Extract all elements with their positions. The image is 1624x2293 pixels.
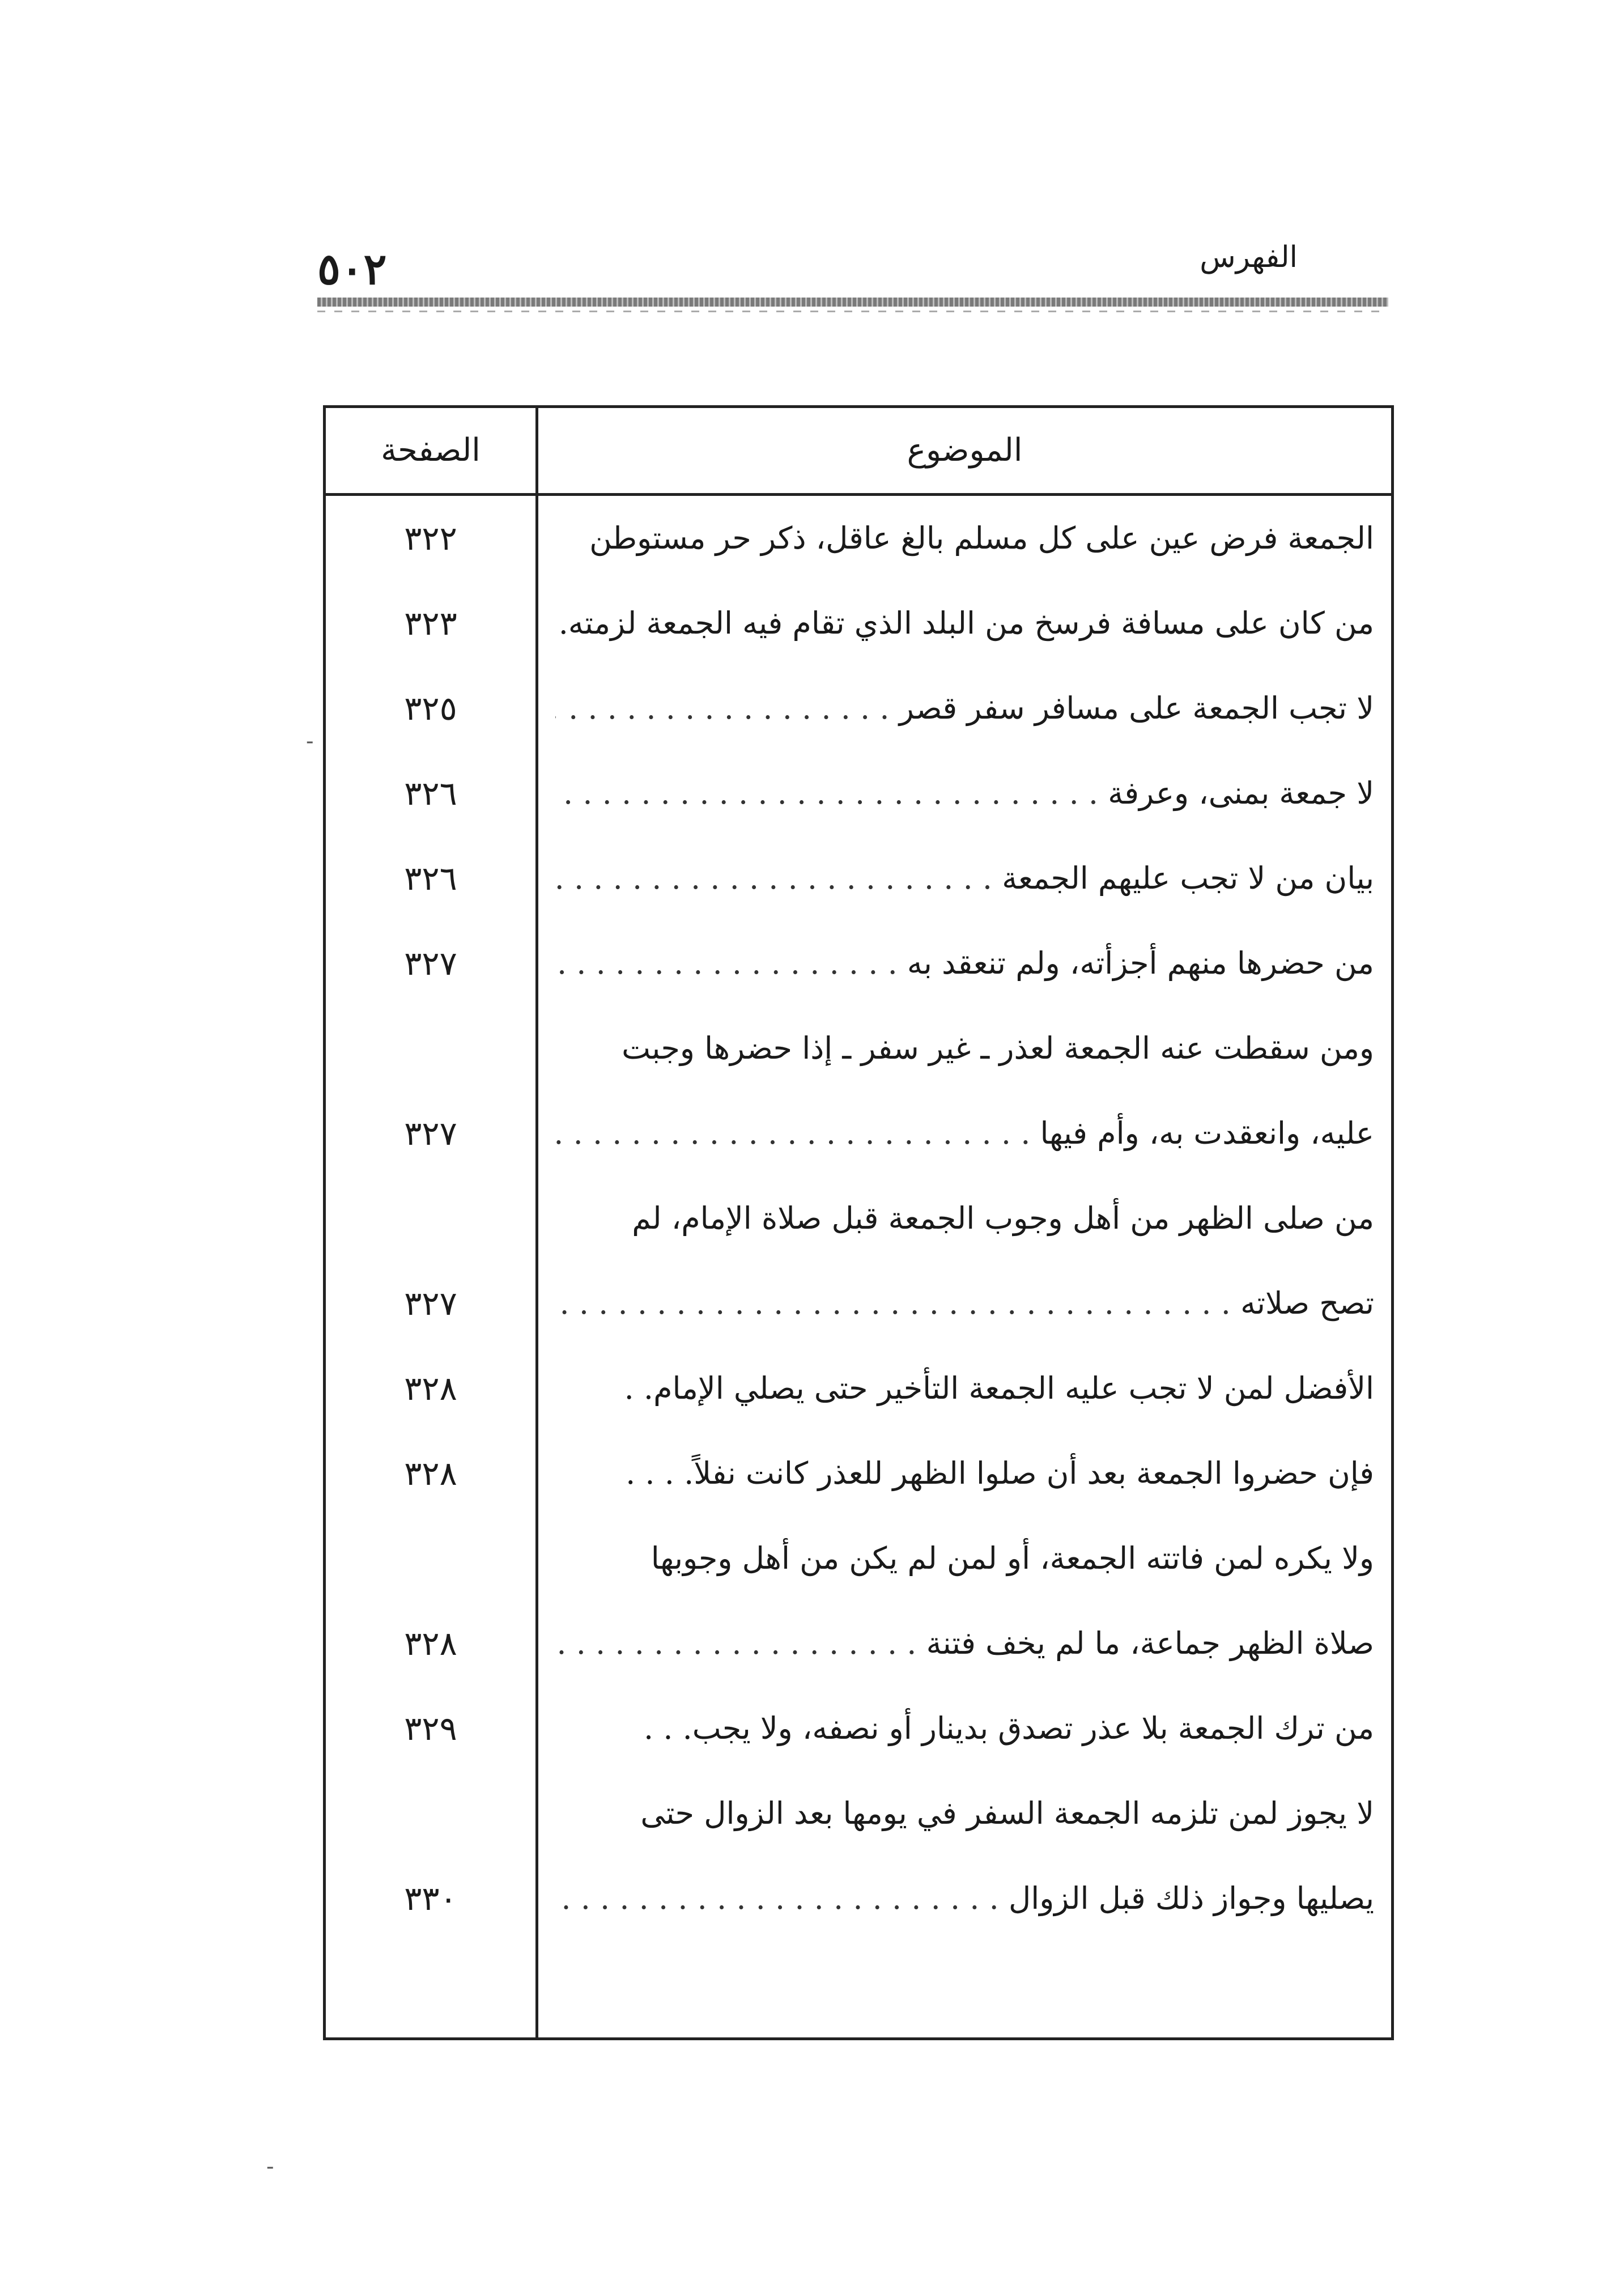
table-row [326, 921, 1391, 1006]
entry-page-number: ٣٢٨ [404, 1369, 457, 1408]
column-header-topic: الموضوع [907, 432, 1023, 469]
table-row [326, 1516, 1391, 1601]
entry-text: ولا يكره لمن فاتته الجمعة، أو لمن لم يكن من أهل وجوبها [651, 1540, 1374, 1576]
table-row [326, 1261, 1391, 1346]
entry-page-number: ٣٢٨ [404, 1624, 457, 1663]
entry-page-number: ٣٢٧ [404, 1284, 457, 1323]
entry-text: من حضرها منهم أجزأته، ولم تنعقد به . . . [555, 921, 1374, 1006]
table-row [326, 836, 1391, 921]
entry-page-number: ٣٢٣ [404, 604, 457, 643]
table-row [326, 666, 1391, 751]
entry-page-number: ٣٢٢ [404, 519, 457, 558]
table-row [326, 1006, 1391, 1091]
entry-text: بيان من لا تجب عليهم الجمعة . . . [555, 836, 1374, 921]
table-row [326, 1601, 1391, 1686]
entry-text: من كان على مسافة فرسخ من البلد الذي تقام فيه الجمعة لزمته. [558, 605, 1374, 641]
entry-page-number [326, 1771, 535, 1856]
entry-text: تصح صلاته . . . [555, 1261, 1374, 1346]
entry-page-number [326, 1516, 535, 1601]
entry-text: صلاة الظهر جماعة، ما لم يخف فتنة . . . [555, 1601, 1374, 1686]
table-row [326, 751, 1391, 836]
table-row [326, 1346, 1391, 1431]
entry-page-number [326, 1006, 535, 1091]
table-row [326, 1771, 1391, 1856]
entry-page-number: ٣٢٨ [404, 1454, 457, 1493]
entry-text: من صلى الظهر من أهل وجوب الجمعة قبل صلاة الإمام، لم [632, 1200, 1374, 1236]
table-row [326, 1686, 1391, 1771]
entry-text: الأفضل لمن لا تجب عليه الجمعة التأخير حتى يصلي الإمام. . [624, 1370, 1374, 1406]
section-title: الفهرس [1200, 240, 1298, 274]
entry-page-number: ٣٣٠ [404, 1879, 457, 1918]
table-body [326, 496, 1391, 2037]
entry-text: لا تجب الجمعة على مسافر سفر قصر . . . [555, 666, 1374, 751]
entry-text: لا جمعة بمنى، وعرفة . . . [555, 751, 1374, 836]
table-row [326, 581, 1391, 666]
header-rule-thin [317, 311, 1388, 312]
entry-page-number: ٣٢٩ [404, 1709, 457, 1748]
entry-page-number: ٣٢٥ [404, 689, 457, 728]
table-header-row [326, 408, 1391, 496]
page-number: ٥٠٢ [317, 244, 387, 294]
entry-page-number: ٣٢٧ [404, 1114, 457, 1153]
entry-text: من ترك الجمعة بلا عذر تصدق بدينار أو نصفه، ولا يجب. . . [643, 1710, 1374, 1746]
table-row [326, 1431, 1391, 1516]
table-row [326, 1091, 1391, 1176]
entry-text: الجمعة فرض عين على كل مسلم بالغ عاقل، ذكر حر مستوطن [589, 520, 1374, 556]
entry-text: عليه، وانعقدت به، وأم فيها . . . [555, 1091, 1374, 1176]
table-row [326, 1176, 1391, 1261]
column-header-page: الصفحة [381, 432, 481, 469]
entry-page-number: ٣٢٦ [404, 859, 457, 898]
table-row [326, 1856, 1391, 1941]
table-row [326, 496, 1391, 581]
entry-page-number: ٣٢٧ [404, 944, 457, 983]
index-table [323, 405, 1394, 2040]
entry-text: فإن حضروا الجمعة بعد أن صلوا الظهر للعذر كانت نفلاً. . . . [626, 1455, 1374, 1491]
entry-page-number [326, 1176, 535, 1261]
margin-tick-mark: - [266, 2154, 274, 2180]
entry-text: لا يجوز لمن تلزمه الجمعة السفر في يومها بعد الزوال حتى [640, 1795, 1374, 1831]
entry-text: يصليها وجواز ذلك قبل الزوال . . . [555, 1856, 1374, 1941]
entry-text: ومن سقطت عنه الجمعة لعذر ـ غير سفر ـ إذا حضرها وجبت [622, 1030, 1374, 1066]
margin-tick-mark: - [306, 728, 314, 754]
header-rule [317, 298, 1388, 307]
running-head [317, 232, 1388, 295]
entry-page-number: ٣٢٦ [404, 774, 457, 813]
